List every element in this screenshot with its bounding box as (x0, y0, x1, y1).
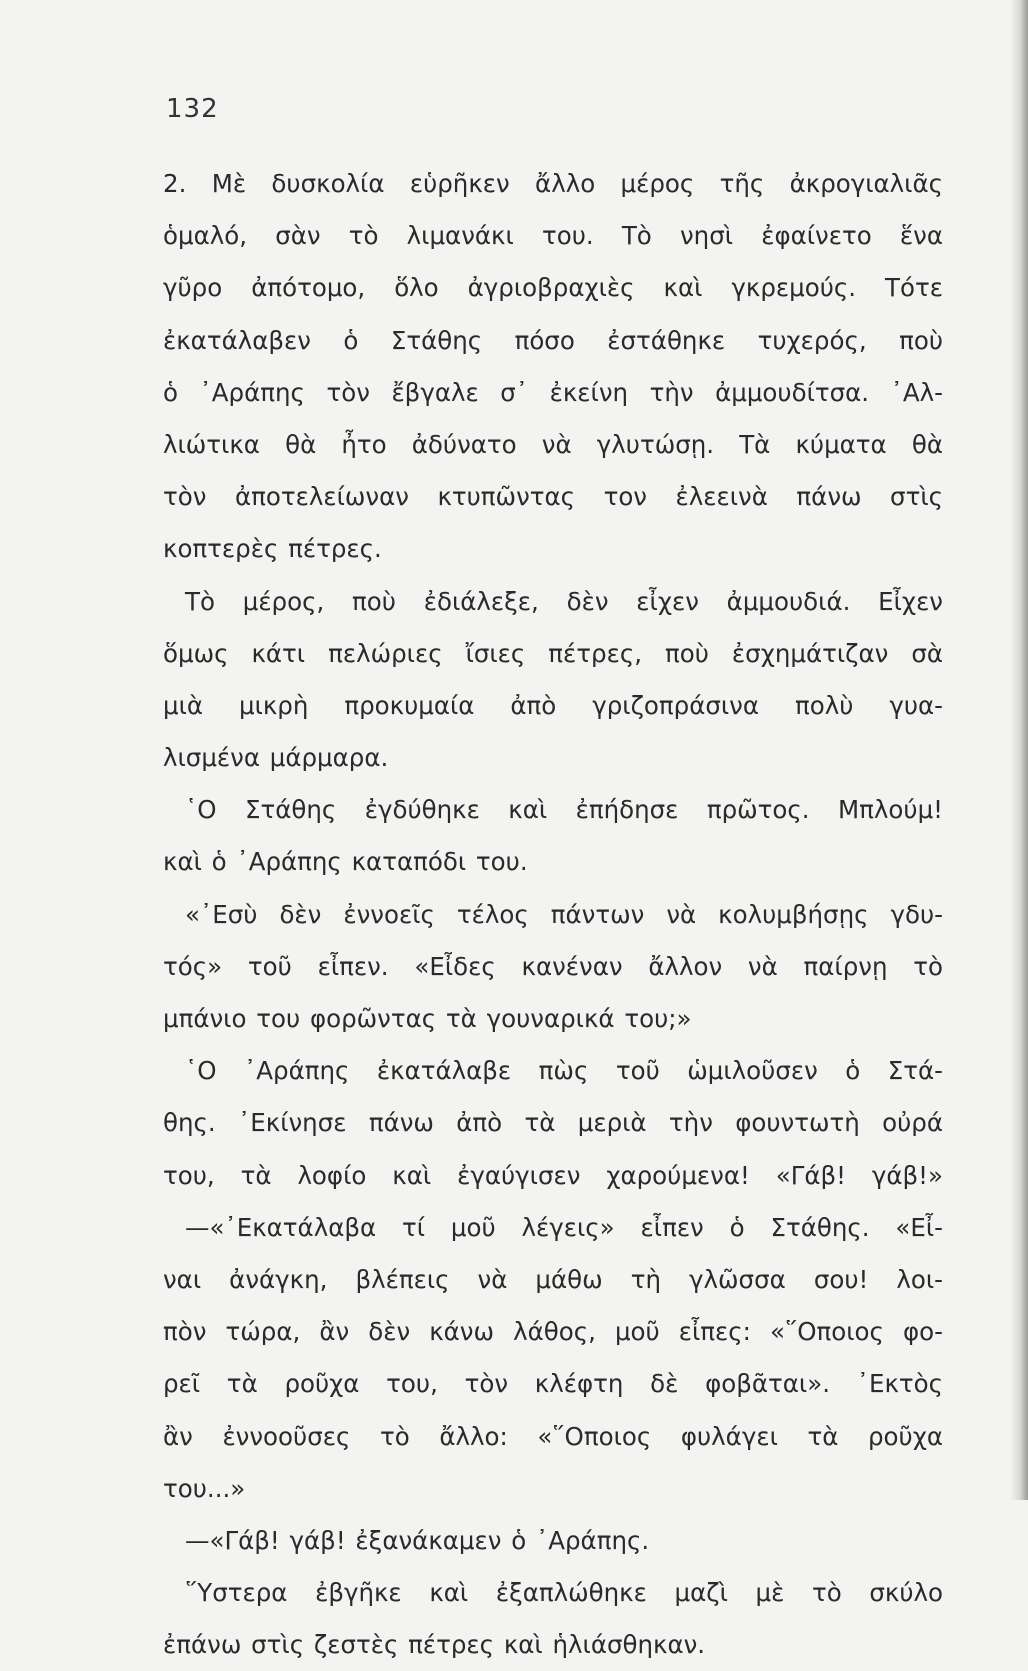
text-line: τός» τοῦ εἶπεν. «Εἶδες κανέναν ἄλλον νὰ παίρνῃ τὸ (163, 951, 943, 981)
text-line: ὁ ᾿Αράπης τὸν ἔβγαλε σ᾿ ἐκείνη τὴν ἀμμουδίτσα. ᾿Αλ- (163, 377, 943, 407)
text-line: ναι ἀνάγκη, βλέπεις νὰ μάθω τὴ γλῶσσα σου! λοι- (163, 1264, 943, 1294)
text-line: του...» (163, 1473, 246, 1503)
body-text (163, 158, 943, 1671)
text-line: Τὸ μέρος, ποὺ ἐδιάλεξε, δὲν εἶχεν ἀμμουδιά. Εἶχεν (185, 586, 943, 616)
text-line: γῦρο ἀπότομο, ὅλο ἀγριοβραχιὲς καὶ γκρεμούς. Τότε (163, 273, 943, 303)
text-line: του, τὰ λοφίο καὶ ἐγαύγισεν χαρούμενα! «Γάβ! γάβ!» (163, 1160, 943, 1190)
text-line: 2. Μὲ δυσκολία εὑρῆκεν ἄλλο μέρος τῆς ἀκρογιαλιᾶς (163, 169, 943, 198)
text-line: πὸν τώρα, ἂν δὲν κάνω λάθος, μοῦ εἶπες: «῞Οποιος φο- (163, 1317, 943, 1347)
text-line: καὶ ὁ ᾿Αράπης καταπόδι του. (163, 847, 528, 877)
text-line: θης. ᾿Εκίνησε πάνω ἀπὸ τὰ μεριὰ τὴν φουντωτὴ οὐρά (163, 1108, 943, 1138)
text-line: «᾿Εσὺ δὲν ἐννοεῖς τέλος πάντων νὰ κολυμβήσῃς γδυ- (185, 899, 943, 929)
text-line: τὸν ἀποτελείωναν κτυπῶντας τον ἐλεεινὰ πάνω στὶς (163, 482, 943, 512)
text-line: κοπτερὲς πέτρες. (163, 534, 382, 564)
text-line: ῞Υστερα ἐβγῆκε καὶ ἐξαπλώθηκε μαζὶ μὲ τὸ σκύλο (185, 1578, 943, 1608)
text-line: ῾Ο Στάθης ἐγδύθηκε καὶ ἐπήδησε πρῶτος. Μπλούμ! (185, 795, 943, 825)
text-line: ἂν ἐννοοῦσες τὸ ἄλλο: «῞Οποιος φυλάγει τὰ ροῦχα (163, 1421, 943, 1451)
text-line: μιὰ μικρὴ προκυμαία ἀπὸ γριζοπράσινα πολὺ γυα- (163, 690, 943, 720)
text-line: —«᾿Εκατάλαβα τί μοῦ λέγεις» εἶπεν ὁ Στάθης. «Εἶ- (185, 1212, 943, 1242)
text-line: λιώτικα θὰ ἦτο ἀδύνατο νὰ γλυτώσῃ. Τὰ κύματα θὰ (163, 429, 943, 459)
text-line: ῾Ο ᾿Αράπης ἐκατάλαβε πὼς τοῦ ὡμιλοῦσεν ὁ Στά- (185, 1056, 943, 1086)
text-line: ρεῖ τὰ ροῦχα του, τὸν κλέφτη δὲ φοβᾶται». ᾿Εκτὸς (163, 1369, 943, 1399)
text-line: μπάνιο του φορῶντας τὰ γουναρικά του;» (163, 1004, 692, 1033)
text-line: ὅμως κάτι πελώριες ἴσιες πέτρες, ποὺ ἐσχημάτιζαν σὰ (163, 638, 943, 668)
text-line: —«Γάβ! γάβ! ἐξανάκαμεν ὁ ᾿Αράπης. (185, 1525, 650, 1555)
text-line: λισμένα μάρμαρα. (163, 743, 389, 773)
text-line: ἐκατάλαβεν ὁ Στάθης πόσο ἐστάθηκε τυχερός, ποὺ (163, 325, 943, 355)
text-line: ὁμαλό, σὰν τὸ λιμανάκι του. Τὸ νησὶ ἐφαίνετο ἕνα (163, 221, 943, 251)
page-edge-shadow (1010, 0, 1028, 1500)
page-number: 132 (166, 94, 219, 124)
text-line: ἐπάνω στὶς ζεστὲς πέτρες καὶ ἡλιάσθηκαν. (163, 1630, 706, 1660)
